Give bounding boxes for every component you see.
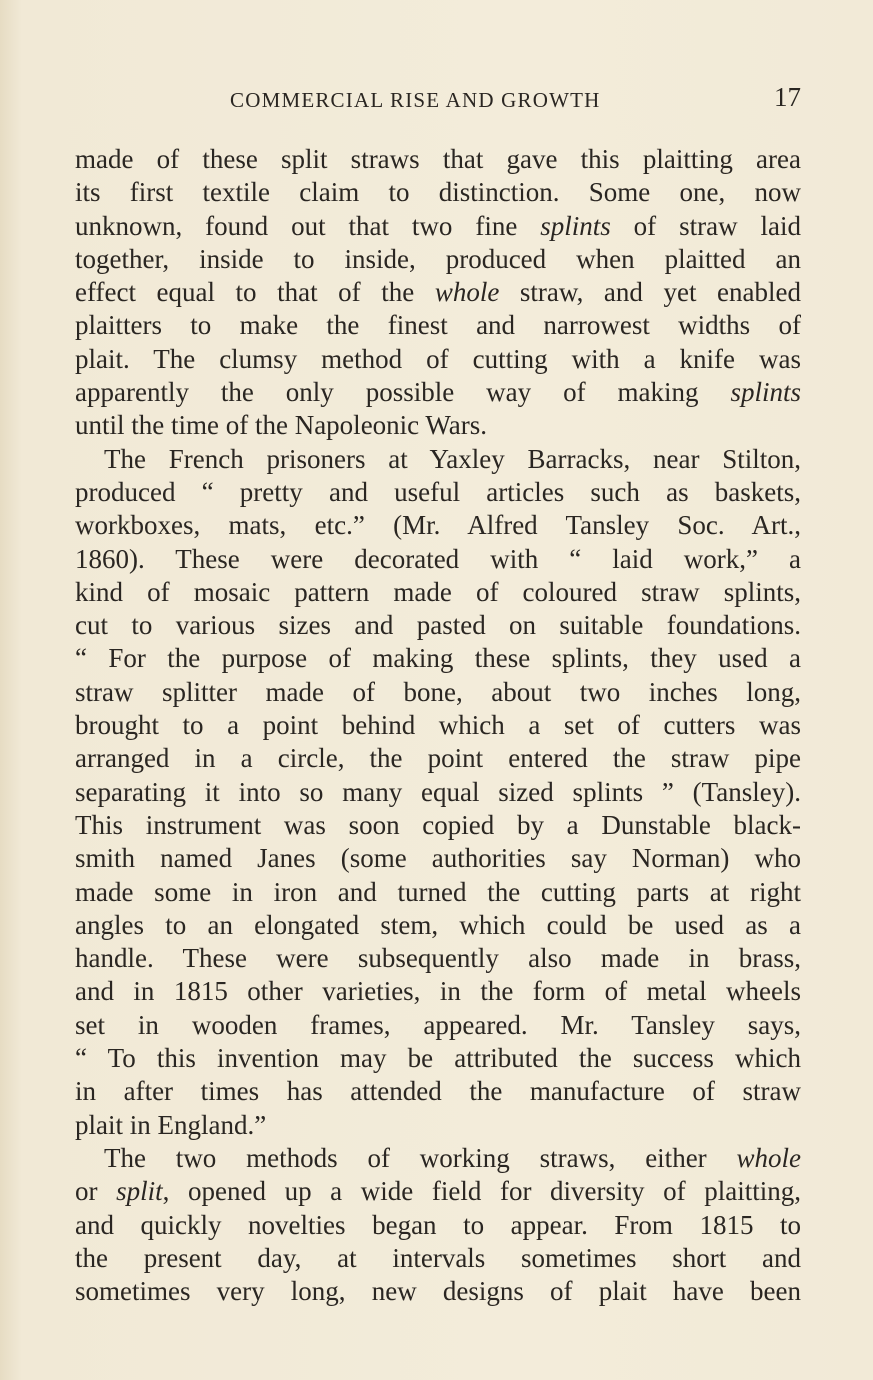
text-run: or xyxy=(75,1176,117,1207)
text-line xyxy=(75,143,801,176)
text-line xyxy=(75,576,801,609)
text-line xyxy=(75,1209,801,1242)
text-line xyxy=(75,1042,801,1075)
italic-text: whole xyxy=(736,1142,801,1173)
text-line xyxy=(75,1009,801,1042)
text-run: made some in iron and turned the cutting parts at right xyxy=(75,876,801,907)
text-run: straw splitter made of bone, about two inches long, xyxy=(75,676,801,707)
text-line xyxy=(75,1175,801,1208)
text-line xyxy=(75,1075,801,1108)
text-run: unknown, found out that two fine xyxy=(75,210,541,241)
text-line xyxy=(75,476,801,509)
text-run: its first textile claim to distinction. Some one, now xyxy=(75,177,801,208)
paragraph xyxy=(75,143,801,443)
text-line xyxy=(75,309,801,342)
text-run: until the time of the Napoleonic Wars. xyxy=(75,410,487,441)
text-line xyxy=(75,742,801,775)
text-run: angles to an elongated stem, which could be used as a xyxy=(75,909,801,940)
text-run: The French prisoners at Yaxley Barracks, near Stilton, xyxy=(104,443,801,474)
italic-text: split xyxy=(116,1176,163,1207)
italic-text: whole xyxy=(434,277,500,308)
text-line xyxy=(75,343,801,376)
text-line xyxy=(75,709,801,742)
italic-text: splints xyxy=(730,377,801,408)
text-line xyxy=(75,409,801,442)
text-run: arranged in a circle, the point entered the straw pipe xyxy=(75,743,801,774)
text-run: 1860). These were decorated with “ laid work,” a xyxy=(75,543,801,574)
text-line xyxy=(75,776,801,809)
text-line xyxy=(75,876,801,909)
text-line xyxy=(75,909,801,942)
text-run: brought to a point behind which a set of cutters was xyxy=(75,710,801,741)
body-text xyxy=(75,143,801,1308)
text-run: effect equal to that of the xyxy=(75,277,435,308)
text-run: workboxes, mats, etc.” (Mr. Alfred Tansley Soc. Art., xyxy=(75,510,801,541)
text-run: the present day, at intervals sometimes short and xyxy=(75,1242,801,1273)
text-run: plait. The clumsy method of cutting with a knife was xyxy=(75,343,801,374)
text-run: made of these split straws that gave this plaitting area xyxy=(75,144,801,174)
paragraph xyxy=(75,1142,801,1308)
text-run: cut to various sizes and pasted on suitable foundations. xyxy=(75,610,801,641)
text-line xyxy=(75,509,801,542)
text-line xyxy=(75,1275,801,1308)
text-run: smith named Janes (some authorities say Norman) who xyxy=(75,843,801,874)
text-run: and quickly novelties began to appear. From 1815 to xyxy=(75,1209,801,1240)
text-line xyxy=(75,676,801,709)
text-line xyxy=(75,1109,801,1142)
text-run: and in 1815 other varieties, in the form of metal wheels xyxy=(75,976,801,1007)
text-run: in after times has attended the manufacture of straw xyxy=(75,1076,801,1107)
text-line xyxy=(75,842,801,875)
text-line xyxy=(75,210,801,243)
text-line xyxy=(75,642,801,675)
text-run: plait in England.” xyxy=(75,1109,267,1140)
text-line xyxy=(75,243,801,276)
text-line xyxy=(75,543,801,576)
text-run: handle. These were subsequently also made in brass, xyxy=(75,943,801,974)
page-number: 17 xyxy=(774,82,801,112)
text-run: kind of mosaic pattern made of coloured straw splints, xyxy=(75,576,801,607)
text-line xyxy=(75,1242,801,1275)
text-run: “ For the purpose of making these splints, they used a xyxy=(75,643,801,674)
text-line xyxy=(75,942,801,975)
text-run: This instrument was soon copied by a Dunstable black- xyxy=(75,809,801,840)
italic-text: splints xyxy=(540,210,611,241)
text-line xyxy=(75,443,801,476)
text-run: “ To this invention may be attributed the success which xyxy=(75,1043,801,1074)
text-line xyxy=(75,276,801,309)
text-line xyxy=(75,176,801,209)
text-line xyxy=(75,609,801,642)
text-run: together, inside to inside, produced when plaitted an xyxy=(75,243,801,274)
text-run: apparently the only possible way of making xyxy=(75,377,731,408)
paragraph xyxy=(75,443,801,1142)
text-run: straw, and yet enabled xyxy=(499,277,801,308)
text-run: of straw laid xyxy=(610,210,801,241)
text-run: produced “ pretty and useful articles such as baskets, xyxy=(75,476,801,507)
text-line xyxy=(75,376,801,409)
page-header xyxy=(75,82,801,114)
running-head: COMMERCIAL RISE AND GROWTH xyxy=(230,88,601,112)
text-line xyxy=(75,975,801,1008)
text-run: plaitters to make the finest and narrowest widths of xyxy=(75,310,801,341)
text-line xyxy=(75,809,801,842)
text-run: separating it into so many equal sized splints ” (Tansley). xyxy=(75,776,801,807)
text-line xyxy=(75,1142,801,1175)
text-run: set in wooden frames, appeared. Mr. Tansley says, xyxy=(75,1009,801,1040)
text-run: The two methods of working straws, either xyxy=(104,1142,737,1173)
text-run: , opened up a wide field for diversity of plaitting, xyxy=(162,1176,801,1207)
text-run: sometimes very long, new designs of plait have been xyxy=(75,1276,801,1307)
